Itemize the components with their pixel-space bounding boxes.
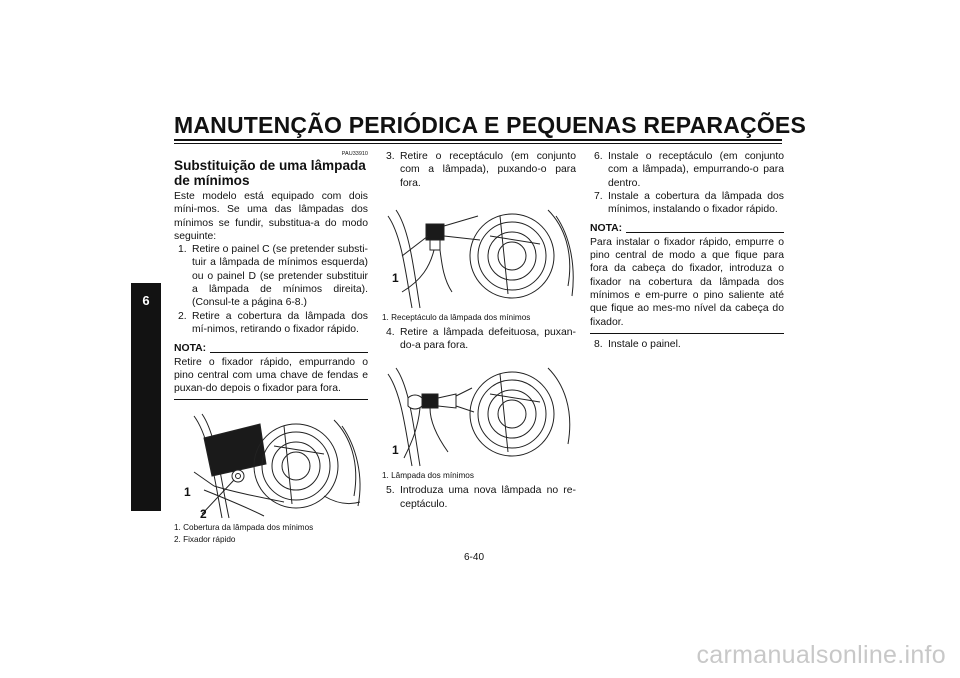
- step-item: 5. Introduza uma nova lâmpada no re-ceptáculo.: [386, 485, 576, 510]
- note-end-rule: [590, 333, 784, 334]
- note-heading: NOTA:: [590, 222, 784, 235]
- figure-lamp-cover: [174, 406, 368, 522]
- callout-1: 1: [392, 443, 399, 458]
- step-item: 8. Instale o painel.: [594, 338, 681, 350]
- page-number: 6-40: [464, 552, 485, 563]
- note-text: Para instalar o fixador rápido, empurre o pino central de modo a que fique para fora da cabeça do fixador, introduza o fixador na cobertura da lâmpada dos mínimos e em-purre o pino saliente até que fique ao mes-mo nível da cabeça do fixador.: [590, 236, 784, 328]
- callout-1: 1: [392, 270, 399, 285]
- note-text: Retire o fixador rápido, empurrando o pino central com uma chave de fendas e puxan-do depois o fixador para fora.: [174, 356, 368, 395]
- step-item: 1. Retire o painel C (se pretender substi-tuir a lâmpada de mínimos esquerda) ou o painel D (se pretender substituir a lâmpada de mínimos direita). (Consul-te a página 6-8.): [178, 244, 368, 309]
- steps-list-3: [382, 326, 576, 353]
- title-rule-thin: [174, 143, 782, 144]
- note-end-rule: [174, 399, 368, 400]
- callout-2: 2: [200, 507, 207, 522]
- callout-1: 1: [184, 485, 191, 500]
- step-item: 6. Instale o receptáculo (em conjunto com a lâmpada), empurrando-o para dentro.: [594, 151, 784, 189]
- section-title: Substituição de uma lâmpada de mínimos: [174, 158, 366, 188]
- column-left: [174, 150, 368, 546]
- steps-list-4: [382, 484, 576, 511]
- chapter-number: 6: [142, 293, 150, 308]
- figure-caption: 1. Lâmpada dos mínimos: [382, 471, 474, 481]
- step-item: 7. Instale a cobertura da lâmpada dos mínimos, instalando o fixador rápido.: [594, 190, 784, 216]
- steps-list-1: [174, 243, 368, 336]
- steps-list-2: [382, 150, 576, 190]
- figure-socket: [382, 196, 576, 312]
- steps-list-6: [590, 338, 784, 351]
- note-heading: NOTA:: [174, 342, 368, 355]
- chapter-tab: [131, 283, 161, 511]
- figure-caption: 1. Cobertura da lâmpada dos mínimos: [174, 523, 314, 533]
- column-middle: [382, 150, 576, 511]
- steps-list-5: [590, 150, 784, 216]
- title-rule: [174, 139, 782, 141]
- watermark: carmanualsonline.info: [696, 641, 946, 669]
- section-code: PAU33910: [341, 151, 368, 157]
- step-item: 2. Retire a cobertura da lâmpada dos mí-nimos, retirando o fixador rápido.: [178, 310, 368, 335]
- step-item: 3. Retire o receptáculo (em conjunto com a lâmpada), puxando-o para fora.: [386, 151, 576, 189]
- figure-caption: 2. Fixador rápido: [174, 535, 236, 545]
- page-title: MANUTENÇÃO PERIÓDICA E PEQUENAS REPARAÇÕES: [174, 112, 807, 138]
- column-right: [590, 150, 784, 351]
- figure-caption: 1. Receptáculo da lâmpada dos mínimos: [382, 312, 531, 322]
- step-item: 4. Retire a lâmpada defeituosa, puxan-do-a para fora.: [386, 326, 576, 352]
- figure-bulb: [382, 358, 576, 470]
- intro-paragraph: Este modelo está equipado com dois míni-mos. Se uma das lâmpadas dos mínimos se fundir, substitua-a do modo seguinte:: [174, 191, 368, 242]
